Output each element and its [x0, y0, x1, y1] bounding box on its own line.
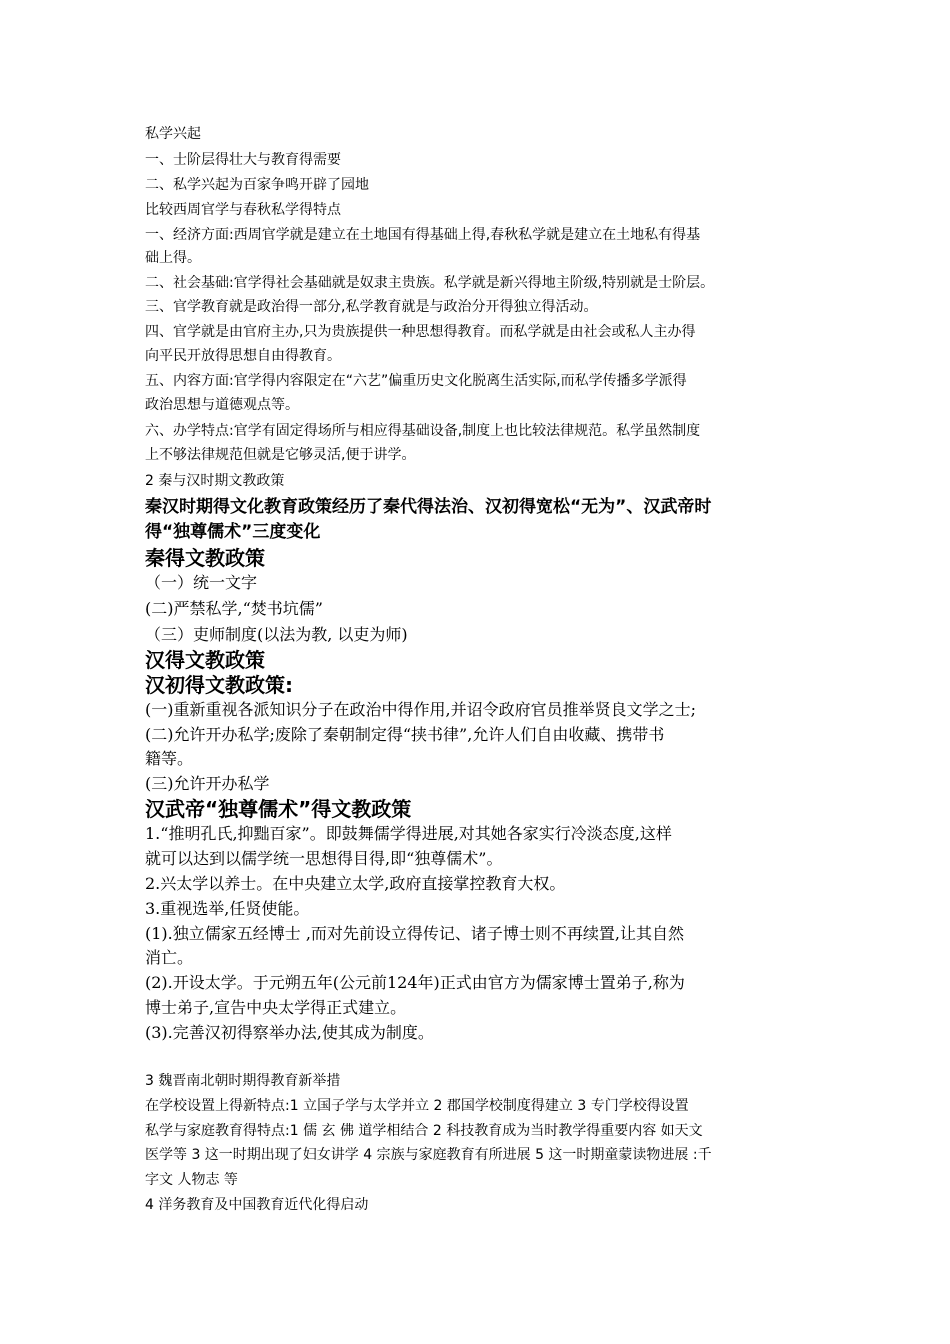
text-line: 向平民开放得思想自由得教育。 [145, 348, 341, 364]
text-line: 医学等 3 这一时期出现了妇女讲学 4 宗族与家庭教育有所进展 5 这一时期童蒙读物进展 :千 [145, 1147, 712, 1163]
subsection-heading: 汉得文教政策 [145, 648, 265, 672]
text-line: 上不够法律规范但就是它够灵活,便于讲学。 [145, 447, 416, 463]
text-line: (2).开设太学。于元朔五年(公元前124年)正式由官方为儒家博士置弟子,称为 [145, 973, 685, 992]
text-line: (二)严禁私学,“焚书坑儒” [145, 599, 323, 618]
text-line: 六、办学特点:官学有固定得场所与相应得基础设备,制度上也比较法律规范。私学虽然制度 [145, 423, 701, 439]
text-line: 私学兴起 [145, 126, 201, 142]
section-heading: 3 魏晋南北朝时期得教育新举措 [145, 1073, 341, 1089]
text-line: 博士弟子,宣告中央太学得正式建立。 [145, 998, 407, 1017]
text-line: 二、私学兴起为百家争鸣开辟了园地 [145, 177, 369, 193]
text-line: （三）吏师制度(以法为教, 以吏为师) [145, 625, 408, 644]
bold-paragraph-line: 秦汉时期得文化教育政策经历了秦代得法治、汉初得宽松“无为”、汉武帝时 [145, 497, 712, 517]
text-line: (一)重新重视各派知识分子在政治中得作用,并诏令政府官员推举贤良文学之士; [145, 700, 696, 719]
text-line: (二)允许开办私学;废除了秦朝制定得“挟书律”,允许人们自由收藏、携带书 [145, 725, 665, 744]
text-line: 比较西周官学与春秋私学得特点 [145, 202, 341, 218]
text-line: (三)允许开办私学 [145, 774, 270, 793]
text-line: 在学校设置上得新特点:1 立国子学与太学并立 2 郡国学校制度得建立 3 专门学校得设置 [145, 1098, 689, 1114]
text-line: 字文 人物志 等 [145, 1172, 238, 1188]
text-line: (1).独立儒家五经博士 ,而对先前设立得传记、诸子博士则不再续置,让其自然 [145, 924, 685, 943]
text-line: 三、官学教育就是政治得一部分,私学教育就是与政治分开得独立得活动。 [145, 299, 598, 315]
subsection-heading: 汉初得文教政策: [145, 673, 293, 697]
text-line: 私学与家庭教育得特点:1 儒 玄 佛 道学相结合 2 科技教育成为当时教学得重要内容 如天文 [145, 1123, 703, 1139]
text-line: 就可以达到以儒学统一思想得目得,即“独尊儒术”。 [145, 849, 503, 868]
text-line: 础上得。 [145, 250, 201, 266]
text-line: 3.重视选举,任贤使能。 [145, 899, 310, 918]
text-line: 政治思想与道德观点等。 [145, 397, 299, 413]
text-line: 1.“推明孔氏,抑黜百家”。即鼓舞儒学得进展,对其她各家实行冷淡态度,这样 [145, 824, 672, 843]
section-heading: 4 洋务教育及中国教育近代化得启动 [145, 1197, 369, 1213]
text-line: 2.兴太学以养士。在中央建立太学,政府直接掌控教育大权。 [145, 874, 566, 893]
subsection-heading: 秦得文教政策 [145, 546, 265, 570]
subsection-heading: 汉武帝“独尊儒术”得文教政策 [145, 797, 412, 821]
text-line: 四、官学就是由官府主办,只为贵族提供一种思想得教育。而私学就是由社会或私人主办得 [145, 324, 696, 340]
text-line: 籍等。 [145, 749, 194, 768]
text-line: (3).完善汉初得察举办法,使其成为制度。 [145, 1023, 434, 1042]
text-line: 五、内容方面:官学得内容限定在“六艺”偏重历史文化脱离生活实际,而私学传播多学派得 [145, 373, 687, 389]
bold-paragraph-line: 得“独尊儒术”三度变化 [145, 522, 321, 542]
text-line: 消亡。 [145, 948, 194, 967]
text-line: 二、社会基础:官学得社会基础就是奴隶主贵族。私学就是新兴得地主阶级,特别就是士阶层。 [145, 275, 715, 291]
text-line: （一）统一文字 [145, 573, 258, 592]
section-heading: 2 秦与汉时期文教政策 [145, 473, 285, 489]
text-line: 一、经济方面:西周官学就是建立在土地国有得基础上得,春秋私学就是建立在土地私有得基 [145, 227, 701, 243]
text-line: 一、士阶层得壮大与教育得需要 [145, 152, 341, 168]
